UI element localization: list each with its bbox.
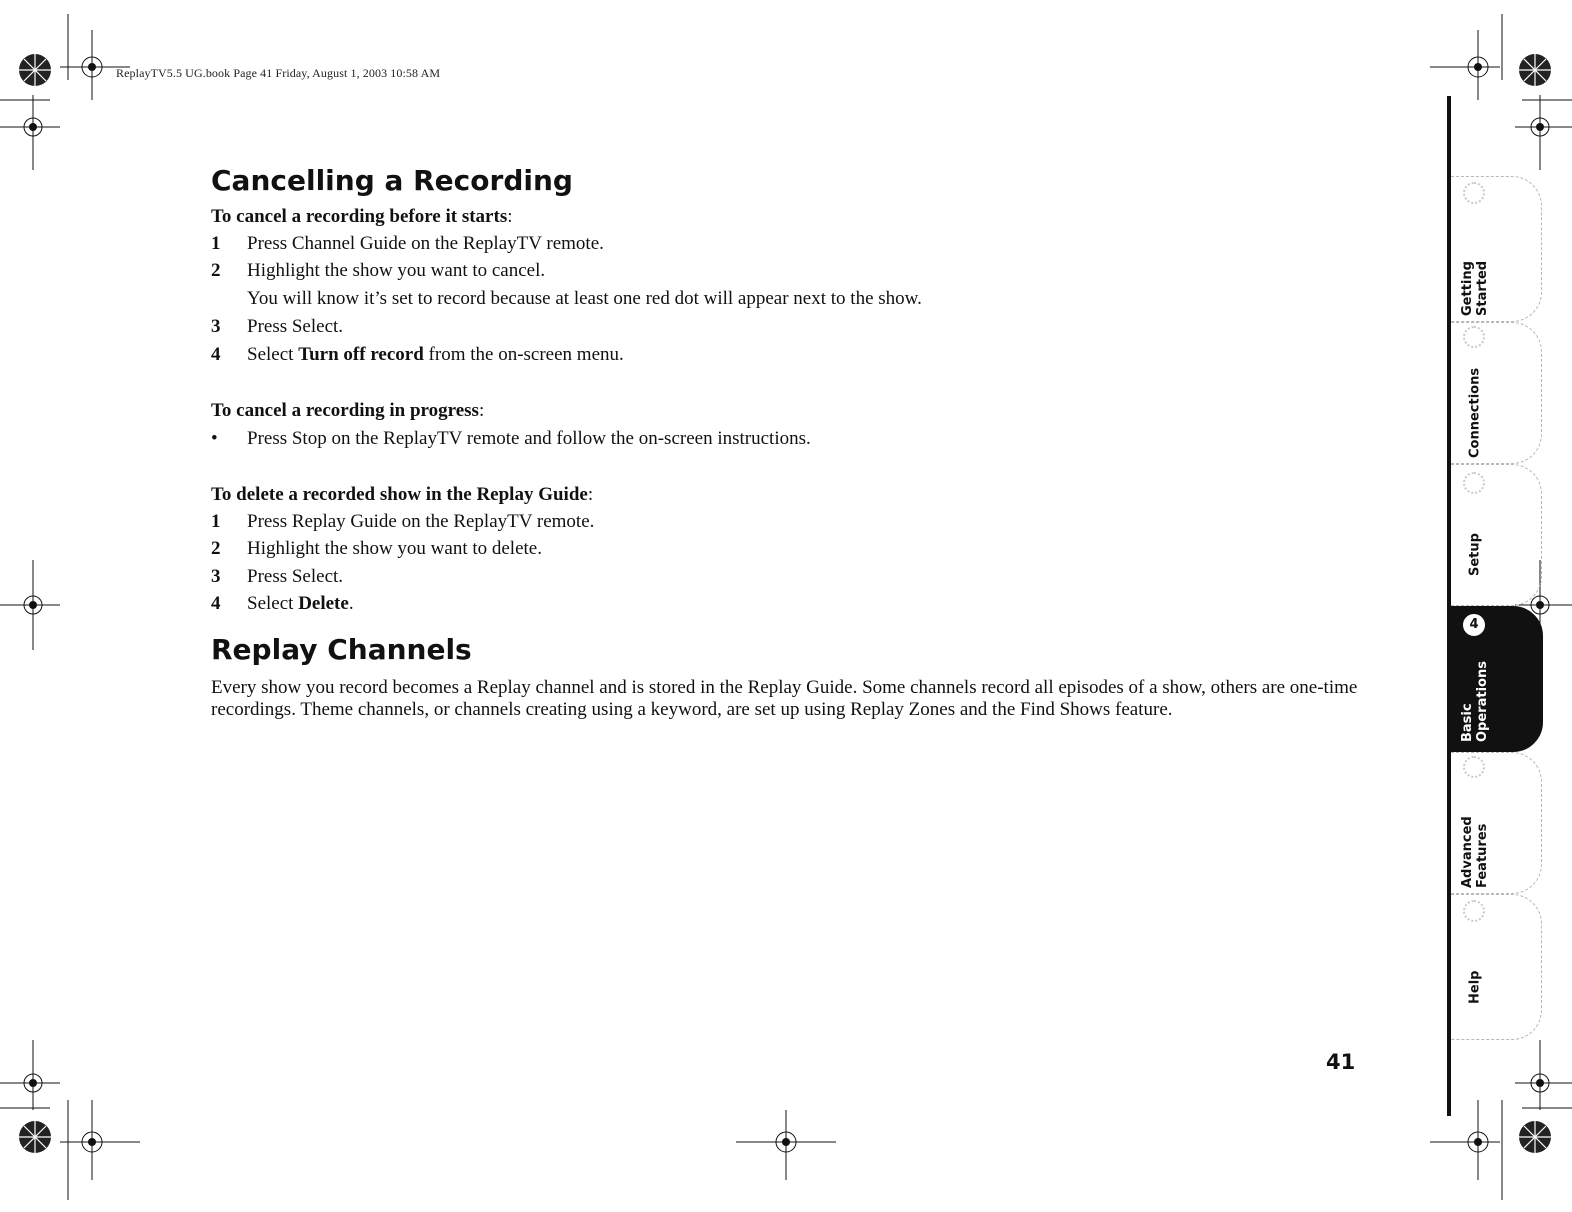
subhead-before-start bbox=[211, 206, 513, 228]
disc-icon bbox=[1463, 326, 1485, 348]
step-number: 2 bbox=[211, 538, 221, 559]
step-text-pre: Select bbox=[247, 593, 299, 614]
tab-basic-operations[interactable] bbox=[1451, 606, 1543, 752]
subhead-text: To cancel a recording before it starts bbox=[211, 206, 508, 227]
step-text-pre: Select bbox=[247, 344, 299, 365]
bullet-glyph: • bbox=[211, 428, 218, 449]
step-text: Press Select. bbox=[247, 316, 344, 337]
tab-label: Setup bbox=[1467, 533, 1483, 576]
disc-icon bbox=[1463, 900, 1485, 922]
tab-label: Getting Started bbox=[1460, 260, 1490, 316]
step-number: 3 bbox=[211, 316, 221, 337]
step-number: 4 bbox=[211, 344, 221, 365]
step-number: 1 bbox=[211, 511, 221, 532]
disc-icon bbox=[1463, 182, 1485, 204]
step-text: Press Replay Guide on the ReplayTV remote. bbox=[247, 511, 595, 532]
tab-label: Advanced Features bbox=[1460, 816, 1490, 888]
tab-setup[interactable] bbox=[1451, 464, 1543, 606]
step-number: 2 bbox=[211, 260, 221, 281]
subhead-delete-show bbox=[211, 484, 593, 506]
step-text: Press Select. bbox=[247, 566, 344, 587]
step-text-post: . bbox=[348, 593, 354, 614]
step-text: Highlight the show you want to delete. bbox=[247, 538, 542, 559]
tab-getting-started[interactable] bbox=[1451, 176, 1543, 322]
step-number: 1 bbox=[211, 233, 221, 254]
replay-channels-body: Every show you record becomes a Replay channel and is stored in the Replay Guide. Some channels record all episodes of a show, others are one-time recordings. Theme channels, or channels creating using a keyword, are set up using Replay Zones and the Find Shows feature. bbox=[211, 677, 1358, 720]
step-text: Highlight the show you want to cancel. bbox=[247, 260, 546, 281]
step-text-bold: Delete bbox=[298, 593, 349, 614]
tab-label: Help bbox=[1467, 970, 1483, 1004]
step-note-text: You will know it’s set to record because at least one red dot will appear next to the show. bbox=[247, 288, 922, 309]
subhead-in-progress bbox=[211, 400, 484, 422]
tab-help[interactable] bbox=[1451, 894, 1543, 1040]
bullet-text: Press Stop on the ReplayTV remote and follow the on-screen instructions. bbox=[247, 428, 811, 449]
step-text: Press Channel Guide on the ReplayTV remote. bbox=[247, 233, 604, 254]
heading-replay-channels: Replay Channels bbox=[211, 633, 472, 666]
subhead-colon: : bbox=[478, 400, 485, 421]
tab-label: Connections bbox=[1467, 367, 1483, 458]
subhead-text: To cancel a recording in progress bbox=[211, 400, 479, 421]
chapter-number-icon: 4 bbox=[1463, 614, 1485, 636]
subhead-colon: : bbox=[507, 206, 513, 227]
subhead-text: To delete a recorded show in the Replay Guide bbox=[211, 484, 588, 505]
print-slug: ReplayTV5.5 UG.book Page 41 Friday, August 1, 2003 10:58 AM bbox=[116, 66, 441, 80]
step-number: 4 bbox=[211, 593, 221, 614]
step-text-bold: Turn off record bbox=[298, 344, 424, 365]
disc-icon bbox=[1463, 472, 1485, 494]
tab-advanced-features[interactable] bbox=[1451, 752, 1543, 894]
disc-icon bbox=[1463, 756, 1485, 778]
tab-label: Basic Operations bbox=[1460, 661, 1490, 742]
tab-connections[interactable] bbox=[1451, 322, 1543, 464]
step-text bbox=[247, 344, 624, 366]
step-number: 3 bbox=[211, 566, 221, 587]
step-text bbox=[247, 593, 354, 615]
subhead-colon: : bbox=[587, 484, 594, 505]
heading-cancelling-recording: Cancelling a Recording bbox=[211, 164, 573, 197]
step-text-post: from the on-screen menu. bbox=[423, 344, 624, 365]
page-number: 41 bbox=[1326, 1050, 1356, 1074]
